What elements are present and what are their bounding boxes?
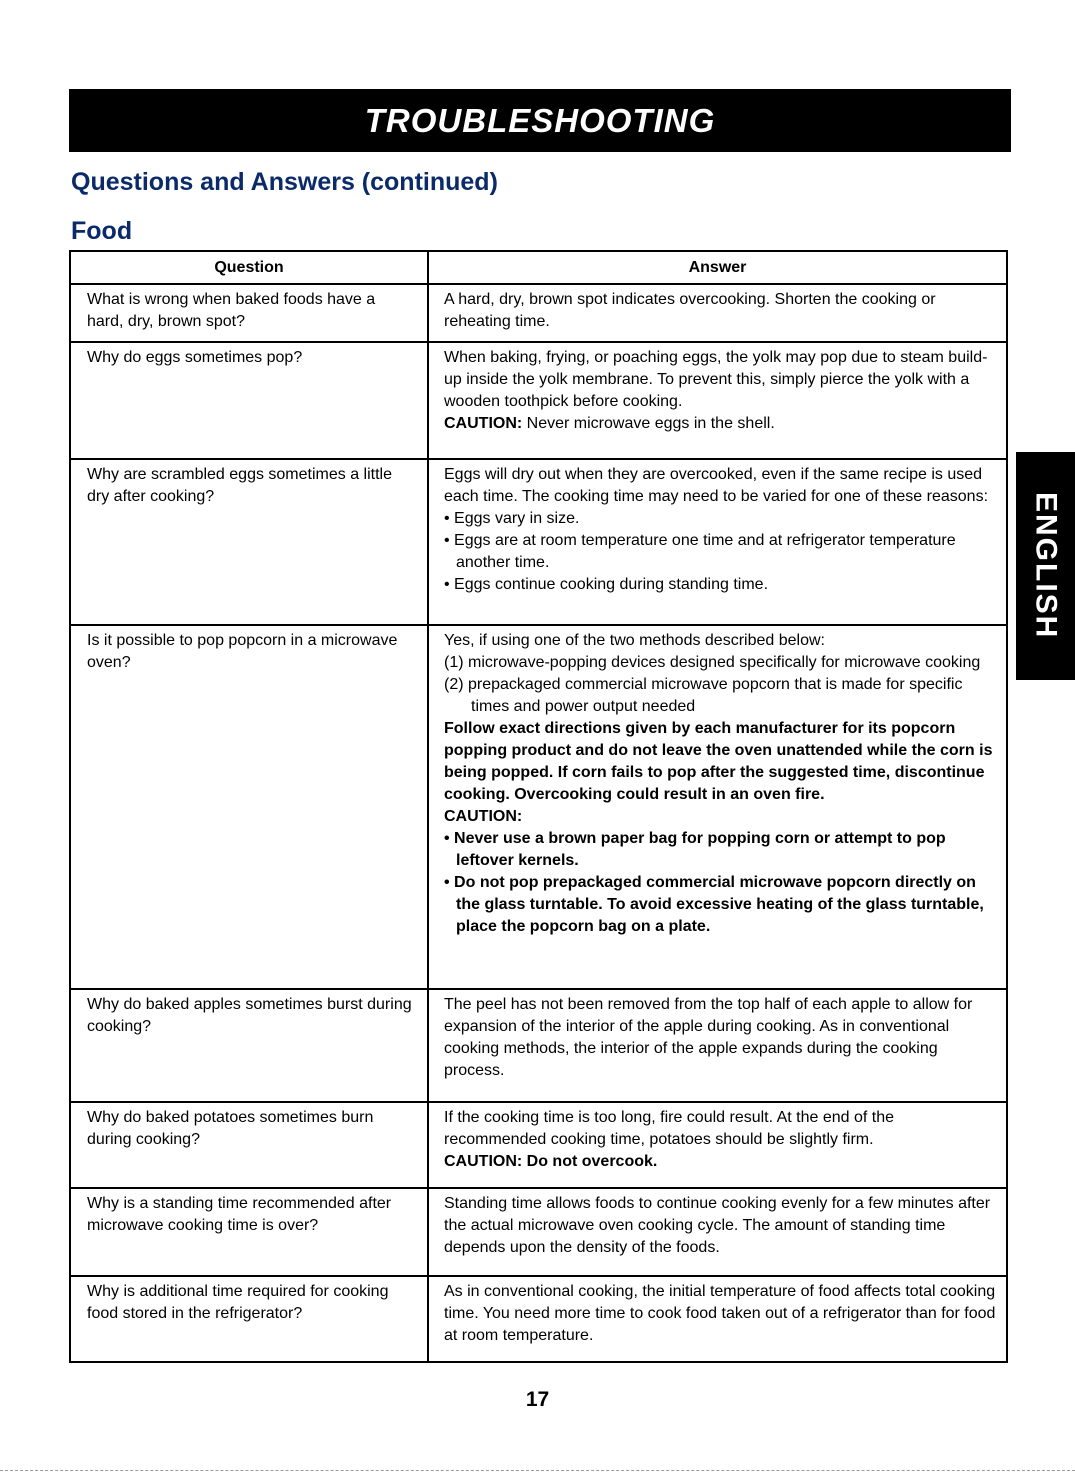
caution-text: Never microwave eggs in the shell.	[522, 415, 775, 432]
answer-cell	[428, 625, 1007, 989]
column-header-question: Question	[70, 251, 428, 284]
answer-text: The peel has not been removed from the top half of each apple to allow for expansion of the interior of the apple during cooking. As in conventional cooking methods, the interior of the apple expands during the cooking process.	[444, 996, 973, 1079]
answer-text: Eggs will dry out when they are overcooked, even if the same recipe is used each time. The cooking time may need to be varied for one of these reasons:	[444, 466, 989, 505]
section-title: Questions and Answers (continued)	[71, 168, 498, 196]
qa-table	[69, 250, 1008, 1363]
caution-line	[444, 413, 998, 435]
caution-bullet: • Do not pop prepackaged commercial microwave popcorn directly on the glass turntable. To avoid excessive heating of the glass turntable, place the popcorn bag on a plate.	[444, 874, 984, 935]
answer-text: If the cooking time is too long, fire could result. At the end of the recommended cooking time, potatoes should be slightly firm.	[444, 1109, 895, 1148]
table-row	[70, 989, 1007, 1102]
answer-cell	[428, 1102, 1007, 1188]
question-cell: Why do eggs sometimes pop?	[70, 342, 428, 459]
language-tab	[1016, 452, 1075, 680]
caution-label: CAUTION:	[444, 415, 523, 432]
page-banner	[69, 89, 1011, 152]
bottom-divider	[0, 1470, 1075, 1471]
answer-cell	[428, 989, 1007, 1102]
table-row	[70, 1102, 1007, 1188]
answer-cell	[428, 284, 1007, 342]
answer-text: Standing time allows foods to continue cooking evenly for a few minutes after the actual microwave oven cooking cycle. The amount of standing time depends upon the density of the foods.	[444, 1195, 991, 1256]
table-row	[70, 1276, 1007, 1362]
answer-text: A hard, dry, brown spot indicates overcooking. Shorten the cooking or reheating time.	[444, 291, 936, 330]
caution-line: CAUTION: Do not overcook.	[444, 1153, 658, 1170]
table-row	[70, 625, 1007, 989]
answer-cell	[428, 459, 1007, 625]
answer-cell	[428, 1188, 1007, 1276]
language-tab-label: ENGLISH	[1029, 492, 1063, 640]
table-row	[70, 459, 1007, 625]
caution-label: CAUTION:	[444, 808, 523, 825]
warning-paragraph: Follow exact directions given by each manufacturer for its popcorn popping product and do not leave the oven unattended while the corn is being popped. If corn fails to pop after the suggested time, discontinue cooking. Overcooking could result in an oven fire.	[444, 720, 993, 803]
table-row	[70, 1188, 1007, 1276]
banner-title: TROUBLESHOOTING	[364, 101, 716, 139]
answer-text: When baking, frying, or poaching eggs, the yolk may pop due to steam build-up inside the yolk membrane. To prevent this, simply pierce the yolk with a wooden toothpick before cooking.	[444, 349, 988, 410]
bullet-item: • Eggs continue cooking during standing time.	[444, 576, 769, 593]
question-cell: Why do baked potatoes sometimes burn during cooking?	[70, 1102, 428, 1188]
page-number: 17	[525, 1388, 550, 1411]
numbered-item: (2) prepackaged commercial microwave popcorn that is made for specific times and power output needed	[444, 676, 963, 715]
table-row	[70, 284, 1007, 342]
column-header-answer: Answer	[428, 251, 1007, 284]
question-cell: Why do baked apples sometimes burst during cooking?	[70, 989, 428, 1102]
bullet-item: • Eggs vary in size.	[444, 510, 580, 527]
question-cell: Why is additional time required for cooking food stored in the refrigerator?	[70, 1276, 428, 1362]
question-cell: Why is a standing time recommended after microwave cooking time is over?	[70, 1188, 428, 1276]
answer-cell	[428, 1276, 1007, 1362]
table-header-row	[70, 251, 1007, 284]
table-row	[70, 342, 1007, 459]
caution-bullet: • Never use a brown paper bag for popping corn or attempt to pop leftover kernels.	[444, 830, 946, 869]
question-cell: Is it possible to pop popcorn in a microwave oven?	[70, 625, 428, 989]
answer-cell	[428, 342, 1007, 459]
numbered-item: (1) microwave-popping devices designed specifically for microwave cooking	[444, 654, 981, 671]
question-cell: What is wrong when baked foods have a hard, dry, brown spot?	[70, 284, 428, 342]
answer-text: Yes, if using one of the two methods described below:	[444, 632, 825, 649]
question-cell: Why are scrambled eggs sometimes a little dry after cooking?	[70, 459, 428, 625]
bullet-item: • Eggs are at room temperature one time and at refrigerator temperature another time.	[444, 532, 956, 571]
subsection-title: Food	[71, 217, 133, 245]
answer-text: As in conventional cooking, the initial temperature of food affects total cooking time. You need more time to cook food taken out of a refrigerator than for food at room temperature.	[444, 1283, 996, 1344]
